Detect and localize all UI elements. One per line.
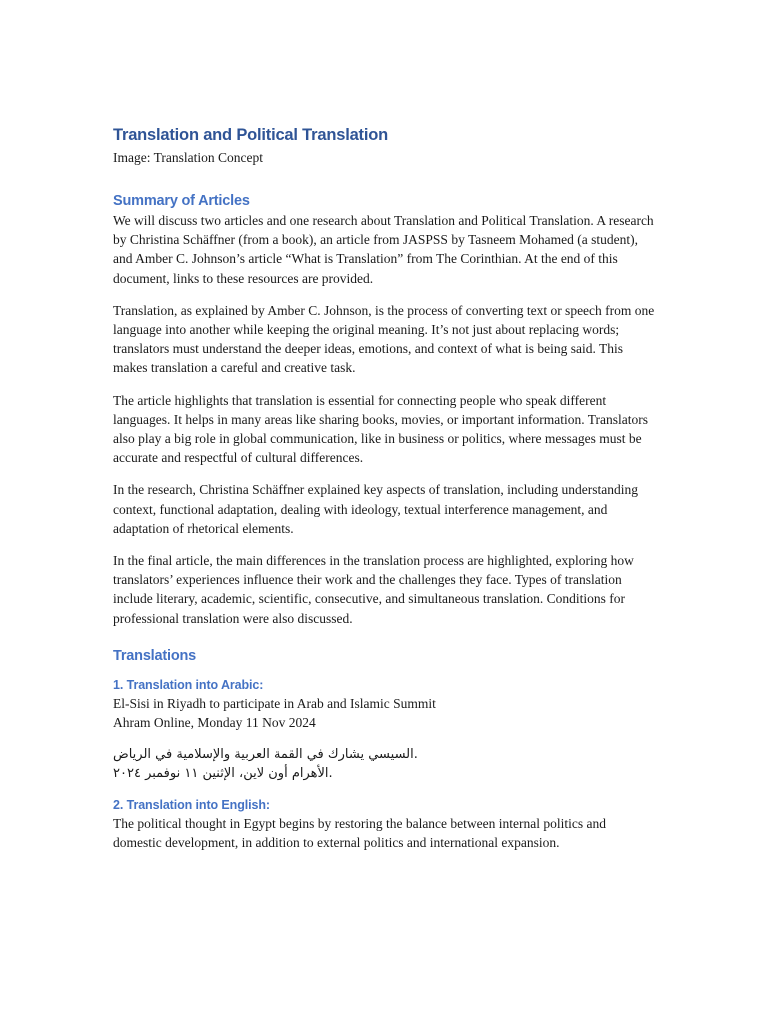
arabic-source-headline: El-Sisi in Riyadh to participate in Arab and Islamic Summit bbox=[113, 695, 436, 711]
summary-paragraph-3: The article highlights that translation is essential for connecting people who speak different languages. It helps in many areas like sharing books, movies, or important information. Translators also play a big role in global communication, like in business or politics, where messages must be accurate and respectful of cultural differences. bbox=[113, 392, 649, 466]
arabic-source-byline: Ahram Online, Monday 11 Nov 2024 bbox=[113, 715, 316, 731]
summary-paragraph-4: In the research, Christina Schäffner explained key aspects of translation, including understanding context, functional adaptation, dealing with ideology, textual interference management, and adaptation of rhetorical elements. bbox=[113, 482, 638, 536]
summary-heading: Summary of Articles bbox=[113, 193, 250, 209]
english-translated-text: The political thought in Egypt begins by restoring the balance between internal politics and domestic development, in addition to external politics and international expansion. bbox=[113, 816, 606, 851]
arabic-translated-byline: الأهرام أون لاين، الإثنين ١١ نوفمبر ٢٠٢٤. bbox=[113, 766, 333, 782]
arabic-translated-headline: السيسي يشارك في القمة العربية والإسلامية في الرياض. bbox=[113, 747, 418, 763]
arabic-translation-heading: 1. Translation into Arabic: bbox=[113, 677, 264, 692]
document-body bbox=[113, 122, 658, 853]
summary-paragraph-1: We will discuss two articles and one research about Translation and Political Translation. A research by Christina Schäffner (from a book), an article from JASPSS by Tasneem Mohamed (a student), and Amber C. Johnson’s article “What is Translation” from The Corinthian. At the end of this document, links to these resources are provided. bbox=[113, 213, 654, 286]
english-translation-heading: 2. Translation into English: bbox=[113, 798, 270, 813]
translations-heading: Translations bbox=[113, 647, 197, 664]
summary-paragraph-5: In the final article, the main differences in the translation process are highlighted, exploring how translators’ experiences influence their work and the challenges they face. Types of translation include literary, academic, scientific, consecutive, and simultaneous translation. Conditions for professional translation were also discussed. bbox=[113, 553, 634, 626]
summary-paragraph-2: Translation, as explained by Amber C. Johnson, is the process of converting text or speech from one language into another while keeping the original meaning. It’s not just about replacing words; translators must understand the deeper ideas, emotions, and context of what is being said. This makes translation a careful and creative task. bbox=[113, 302, 655, 376]
spacer bbox=[113, 167, 658, 191]
document-title: Translation and Political Translation bbox=[113, 126, 388, 144]
image-caption: Image: Translation Concept bbox=[113, 150, 263, 165]
